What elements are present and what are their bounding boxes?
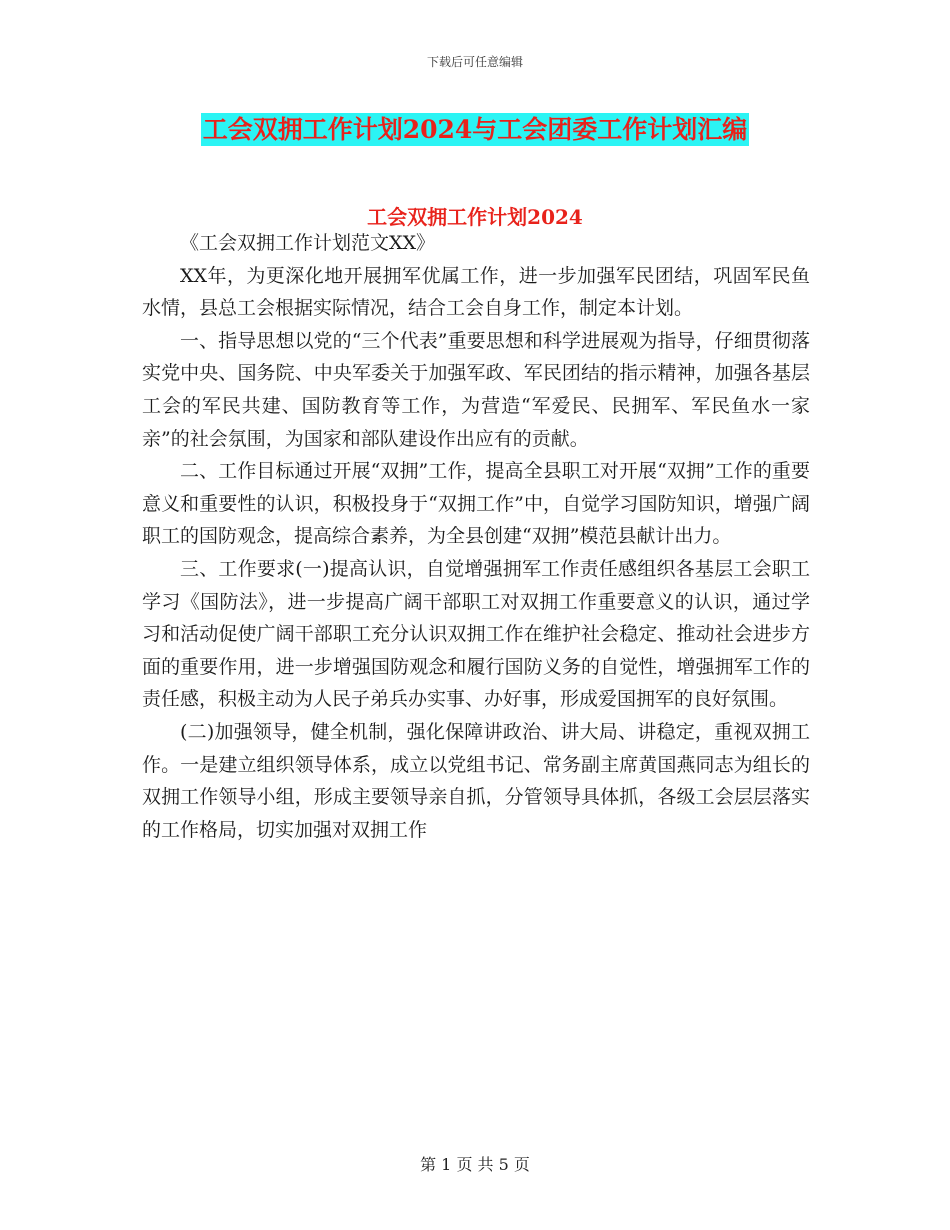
paragraph: XX年，为更深化地开展拥军优属工作，进一步加强军民团结，巩固军民鱼水情，县总工会根据实际情况，结合工会自身工作，制定本计划。	[142, 264, 810, 320]
paragraph: 三、工作要求(一)提高认识，自觉增强拥军工作责任感组织各基层工会职工学习《国防法》，进一步提高广阔干部职工对双拥工作重要意义的认识，通过学习和活动促使广阔干部职工充分认识双拥工作在维护社会稳定、推动社会进步方面的重要作用，进一步增强国防观念和履行国防义务的自觉性，增强拥军工作的责任感，积极主动为人民子弟兵办实事、办好事，形成爱国拥军的良好氛围。	[142, 557, 810, 711]
paragraph: 二、工作目标通过开展“双拥”工作，提高全县职工对开展“双拥”工作的重要意义和重要性的认识，积极投身于“双拥工作”中，自觉学习国防知识，增强广阔职工的国防观念，提高综合素养，为全县创建“双拥”模范县献计出力。	[142, 460, 810, 548]
main-title-container	[0, 113, 950, 146]
document-body	[142, 227, 810, 846]
paragraph: (二)加强领导，健全机制，强化保障讲政治、讲大局、讲稳定，重视双拥工作。一是建立组织领导体系，成立以党组书记、常务副主席黄国燕同志为组长的双拥工作领导小组，形成主要领导亲自抓，分管领导具体抓，各级工会层层落实的工作格局，切实加强对双拥工作	[142, 720, 810, 841]
page-number-footer: 第 1 页 共 5 页	[420, 1155, 530, 1174]
paragraph: 一、指导思想以党的“三个代表”重要思想和科学进展观为指导，仔细贯彻落实党中央、国务院、中央军委关于加强军政、军民团结的指示精神，加强各基层工会的军民共建、国防教育等工作，为营造“军爱民、民拥军、军民鱼水一家亲”的社会氛围，为国家和部队建设作出应有的贡献。	[142, 329, 810, 450]
document-main-title: 工会双拥工作计划2024与工会团委工作计划汇编	[202, 115, 748, 144]
paragraph: 《工会双拥工作计划范文XX》	[180, 232, 436, 254]
header-note: 下载后可任意编辑	[426, 55, 523, 69]
document-sub-title: 工会双拥工作计划2024	[367, 205, 583, 229]
